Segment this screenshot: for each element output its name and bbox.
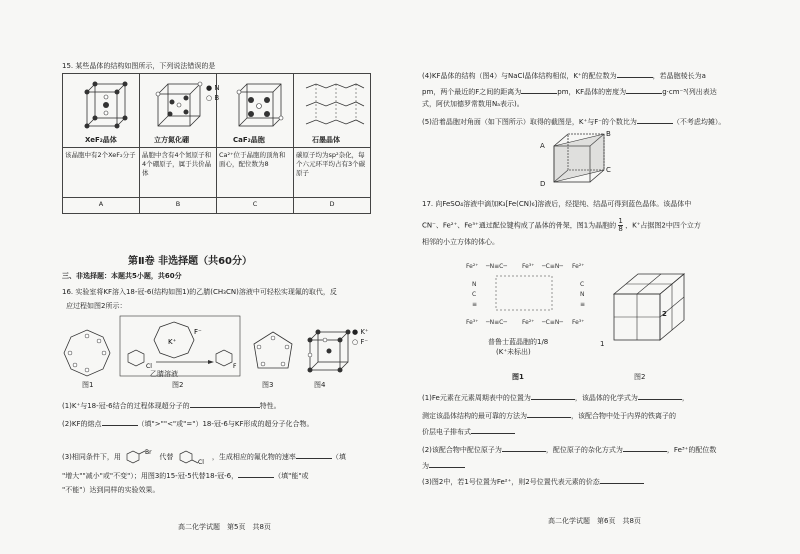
xef2-crystal-diagram — [73, 76, 133, 136]
svg-text:Cl: Cl — [197, 459, 204, 466]
svg-text:F⁻: F⁻ — [194, 328, 202, 336]
q16-part4-line3: 式，阿伏加德罗常数用Nₐ表示)。 — [422, 100, 524, 108]
q15-option-d[interactable]: D — [294, 198, 371, 214]
fig2-label: 图2 — [172, 381, 184, 389]
boron-nitride-diagram — [148, 76, 208, 136]
section-title: 第Ⅱ卷 非选择题（共60分） — [128, 256, 252, 267]
q17-part3: (3)图2中，若1号位置为Fe²⁺，则2号位置代表元素的价态 — [422, 476, 644, 487]
kf-crystal-fig4 — [306, 326, 352, 376]
right-fig1-label: 图1 — [512, 373, 524, 381]
q17-line1: 17. 向FeSO₄溶液中滴加K₃[Fe(CN)₆]溶液后，经提纯、结晶可得到蓝色晶体。该晶体中 — [422, 200, 692, 208]
svg-text:─C≡N─: ─C≡N─ — [542, 319, 563, 326]
legend-n: ● N — [206, 84, 220, 92]
svg-text:N: N — [580, 291, 585, 298]
svg-text:Fe²⁺: Fe²⁺ — [522, 319, 535, 326]
svg-text:─N≡C─: ─N≡C─ — [486, 319, 507, 326]
page-6 — [400, 0, 800, 554]
svg-text:C: C — [472, 291, 477, 298]
q16-part3-line1: (3)相同条件下，用 Br 代替 Cl ，生成相应的氟化物的速率 （填 — [62, 449, 346, 466]
cube-label-a: A — [540, 142, 545, 150]
svg-text:Fe³⁺: Fe³⁺ — [572, 319, 585, 326]
cube-label-b: B — [606, 130, 611, 138]
footer-page6: 高二化学试题 第6页 共8页 — [548, 517, 641, 525]
q15-image-d — [294, 74, 371, 148]
q16-part4-line2: pm，两个最近的F之间的距离为 pm，KF晶体的密度为 g·cm⁻³(列出表达 — [422, 88, 717, 96]
svg-text:Br: Br — [145, 449, 152, 456]
q16-part2: (2)KF的熔点 （填">""<"或"="）18-冠-6与KF形成的超分子化合物。 — [62, 420, 314, 428]
cube-grid-fig2 — [608, 270, 688, 350]
graphite-diagram — [302, 76, 366, 136]
fig1-caption-line2: (K⁺未标出) — [496, 348, 531, 356]
svg-text:≡: ≡ — [580, 301, 586, 308]
legend-b: ○ B — [206, 94, 220, 102]
q15-image-c — [217, 74, 294, 148]
footer-page5: 高二化学试题 第5页 共8页 — [178, 523, 271, 531]
q15-option-c[interactable]: C — [217, 198, 294, 214]
svg-text:Fe³⁺: Fe³⁺ — [522, 263, 535, 270]
svg-text:Fe³⁺: Fe³⁺ — [466, 319, 479, 326]
q15-image-b-caption: 立方氮化硼 — [154, 136, 189, 144]
right-fig2-label: 图2 — [634, 373, 646, 381]
q16-intro-line2: 应过程如图2所示： — [66, 302, 127, 310]
q17-part2-line1: (2)该配合物中配位原子为 ，配位原子的杂化方式为 ，Fe³⁺的配位数 — [422, 446, 717, 454]
q16-part4-line1: (4)KF晶体的结构（图4）与NaCl晶体结构相似，K⁺的配位数为 ，若晶胞棱长为a — [422, 72, 706, 80]
q17-part1-line1: (1)Fe元素在元素周期表中的位置为 ，该晶体的化学式为 ， — [422, 394, 689, 402]
q17-part1-line3: 价层电子排布式 — [422, 426, 515, 437]
svg-text:Fe²⁺: Fe²⁺ — [572, 263, 585, 270]
fig1-label: 图1 — [82, 381, 94, 389]
fig3-label: 图3 — [262, 381, 274, 389]
q15-table — [62, 73, 371, 214]
svg-text:F: F — [233, 363, 237, 370]
diagonal-cube-diagram — [546, 130, 616, 190]
fig4-legend-f: ○ F⁻ — [352, 338, 369, 346]
crown-ether-fig1 — [62, 328, 112, 378]
q15-title: 15. 某些晶体的结构如图所示，下列说法错误的是 — [62, 62, 216, 70]
fig4-legend-k: ● K⁺ — [352, 328, 369, 336]
q17-part1-line2: 测定该晶体结构的最可靠的方法为 ，该配合物中处于内界的铁离子的 — [422, 412, 676, 420]
q15-text-d: 碳原子均为sp²杂化，每个六元环平均占有3个碳原子 — [294, 148, 371, 198]
q16-part3-line3: "不能"）达到同样的实验效果。 — [62, 486, 160, 494]
q15-image-d-caption: 石墨晶体 — [312, 136, 340, 144]
q16-part5: (5)沿着晶胞对角面（如下图所示）取得的截图是，K⁺与F⁻的个数比为 （不考虑均摊）。 — [422, 118, 726, 126]
benzyl-bromide-icon — [123, 448, 157, 466]
q15-image-b — [140, 74, 220, 148]
q17-fraction: $\frac{1}{8}$ — [618, 217, 623, 233]
q15-text-a: 该晶胞中有2个XeF₂分子 — [63, 148, 140, 198]
svg-text:Cl: Cl — [146, 363, 152, 370]
q15-image-c-caption: CaF₂晶胞 — [233, 136, 265, 144]
q15-option-a[interactable]: A — [63, 198, 140, 214]
svg-text:N: N — [472, 281, 477, 288]
svg-text:Fe²⁺: Fe²⁺ — [466, 263, 479, 270]
svg-text:≡: ≡ — [472, 301, 478, 308]
svg-text:─C≡N─: ─C≡N─ — [542, 263, 563, 270]
crown-ether-fig3 — [250, 330, 296, 376]
q15-option-b[interactable]: B — [140, 198, 217, 214]
q16-intro-line1: 16. 实验室将KF溶入18-冠-6(结构如图1)的乙腈(CH₃CN)溶液中可轻松实现氟的取代，反 — [62, 288, 337, 296]
q15-image-a — [63, 74, 140, 148]
svg-text:C: C — [580, 281, 585, 288]
fig2-number-1: 1 — [600, 340, 605, 348]
q15-text-c: Ca²⁺位于晶胞的顶角和面心，配位数为8 — [217, 148, 294, 198]
fig4-label: 图4 — [314, 381, 326, 389]
cube-label-d: D — [540, 180, 546, 188]
section-subtitle: 三、非选择题：本题共5小题，共60分 — [62, 272, 182, 280]
q15-text-b: 晶胞中含有4个氮原子和4个硼原子，属于共价晶体 — [140, 148, 217, 198]
svg-text:K⁺: K⁺ — [168, 338, 177, 346]
q16-part1: (1)K⁺与18-冠-6结合的过程体现超分子的 特性。 — [62, 402, 281, 410]
fig1-caption-line1: 普鲁士蓝晶胞的1/8 — [488, 338, 549, 346]
cube-label-c: C — [606, 166, 611, 174]
reaction-fig2 — [120, 316, 240, 378]
q17-line2: CN⁻、Fe²⁺、Fe³⁺通过配位键构成了晶体的骨架，图1为晶胞的 $\frac{1}{8}$ ，K⁺占据图2中四个立方 — [422, 217, 701, 233]
prussian-blue-fig1 — [466, 258, 590, 338]
q17-line3: 相邻的小立方体的体心。 — [422, 238, 499, 246]
fig2-number-2: 2 — [662, 310, 667, 318]
q17-part2-line2: 为 — [422, 460, 465, 471]
caf2-cell-diagram — [229, 76, 289, 136]
q16-part3-line2: "增大""减小"或"不变"）；用图3的15-冠-5代替18-冠-6， （填"能"或 — [62, 472, 309, 480]
fig2-solvent-caption: 乙腈溶液 — [150, 370, 178, 378]
q15-image-a-caption: XeF₂晶体 — [85, 136, 117, 144]
svg-text:─N≡C─: ─N≡C─ — [486, 263, 507, 270]
benzyl-chloride-icon — [176, 448, 210, 466]
